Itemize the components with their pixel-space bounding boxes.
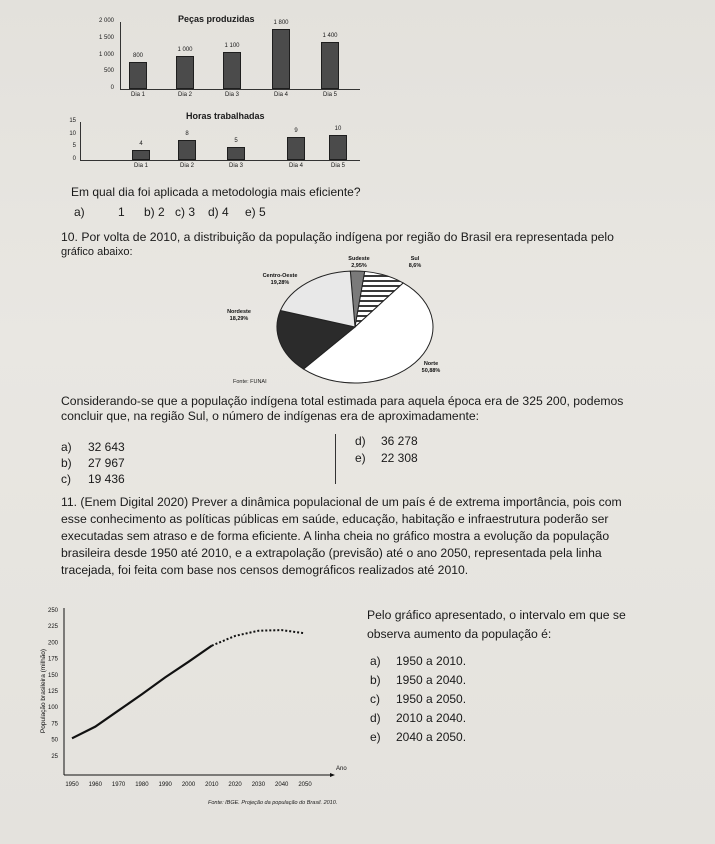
x-tick-label: 2020 (228, 782, 242, 788)
y-tick-label: 50 (51, 737, 58, 744)
y-axis (80, 122, 81, 160)
q11-prompt-line1: Pelo gráfico apresentado, o intervalo em que se (367, 608, 626, 622)
q10-option-a-value: 32 643 (88, 440, 125, 454)
bar-value-label: 1 800 (273, 19, 289, 26)
q9-option-c: c) 3 (175, 205, 196, 219)
q10-stem-line1: 10. Por volta de 2010, a distribuição da população indígena por região do Brasil era representada pelo (61, 230, 614, 244)
pie-label: Sul (410, 256, 420, 262)
bar-value-label: 8 (185, 130, 189, 137)
x-tick-label: Dia 5 (330, 163, 345, 169)
q9-option-a-value: 1 (118, 205, 125, 219)
x-tick-label: 2030 (251, 782, 266, 788)
y-tick-label: 1 500 (98, 34, 114, 41)
y-tick-label: 25 (51, 753, 58, 760)
q11-option-d-letter: d) (370, 711, 381, 725)
q10-option-c-letter: c) (61, 472, 71, 486)
pie-label: Sudeste (348, 256, 370, 262)
q11-option-c-letter: c) (370, 692, 380, 706)
y-tick-label: 2 000 (98, 18, 114, 24)
x-axis-label: Ano (336, 766, 347, 772)
bar-value-label: 4 (139, 140, 143, 147)
y-tick-label: 0 (110, 85, 114, 91)
q11-prompt-line2: observa aumento da população é: (367, 627, 552, 641)
x-axis (80, 160, 360, 161)
chart-horas-trabalhadas (0, 100, 380, 180)
y-tick-label: 15 (69, 118, 76, 124)
q9-option-e: e) 5 (245, 205, 266, 219)
x-tick-label: Dia 2 (177, 92, 192, 98)
population-line-solid (72, 646, 212, 739)
y-tick-label: 5 (72, 143, 76, 150)
q9-option-d: d) 4 (208, 205, 229, 219)
pie-label: Nordeste (227, 309, 251, 315)
bar-1 (129, 62, 147, 89)
bar-4 (287, 137, 305, 160)
q11-option-a-value: 1950 a 2010. (396, 654, 467, 668)
chart-title: Horas trabalhadas (186, 111, 265, 121)
bar-value-label: 9 (294, 128, 298, 135)
bar-value-label: 5 (234, 138, 238, 145)
q11-option-d-value: 2010 a 2040. (396, 711, 467, 725)
y-axis (120, 22, 121, 90)
bar-1 (132, 150, 150, 160)
q10-option-b-letter: b) (61, 456, 72, 470)
bar-5 (329, 135, 347, 160)
chart-title: Peças produzidas (178, 14, 255, 24)
bar-value-label: 10 (334, 125, 342, 132)
x-tick-label: 1990 (158, 782, 172, 788)
bar-3 (227, 147, 245, 160)
q9-question: Em qual dia foi aplicada a metodologia mais eficiente? (71, 185, 361, 199)
q11-option-e-value: 2040 a 2050. (396, 730, 467, 744)
q11-stem-line4: brasileira desde 1950 até 2010, e a extrapolação (previsão) até o ano 2050, representada pela linha (61, 546, 602, 560)
bar-value-label: 800 (132, 53, 143, 60)
x-tick-label: Dia 1 (133, 163, 148, 169)
x-tick-label: 2050 (298, 782, 312, 788)
pie-label: Centro-Oeste (262, 273, 298, 279)
y-axis-label: População brasileira (milhão) (40, 648, 47, 734)
q10-option-b-value: 27 967 (88, 456, 125, 470)
q10-option-d-value: 36 278 (381, 434, 418, 448)
y-tick-label: 150 (47, 672, 58, 679)
y-tick-label: 10 (69, 130, 76, 137)
pie-label: Norte (423, 361, 439, 367)
bar-value-label: 1 100 (224, 43, 240, 50)
bar-value-label: 1 400 (322, 33, 338, 40)
q9-option-a: a) (74, 205, 85, 219)
bar-value-label: 1 000 (177, 46, 193, 53)
x-tick-label: Dia 3 (228, 163, 243, 169)
options-divider (335, 434, 336, 484)
q11-stem-line5: tracejada, foi feita com base nos censos demográficos realizados até 2010. (61, 563, 469, 577)
x-axis (120, 89, 360, 90)
q11-stem-line1: 11. (Enem Digital 2020) Prever a dinâmica populacional de um país é de extrema importância, pois com (61, 495, 622, 509)
y-tick-label: 200 (47, 640, 58, 647)
pie-label: 19,28% (270, 280, 290, 286)
x-axis-arrow (330, 773, 335, 777)
x-tick-label: 2040 (275, 782, 289, 788)
y-tick-label: 0 (72, 156, 76, 162)
q11-stem-line3: executadas sem atraso e de forma eficiente. A linha cheia no gráfico mostra a evolução da população (61, 529, 610, 543)
bar-5 (321, 42, 339, 89)
q11-option-c-value: 1950 a 2050. (396, 692, 467, 706)
line-chart-source: Fonte: IBGE. Projeção da população do Brasil. 2010. (208, 800, 338, 806)
pie-chart-indigenous (225, 255, 465, 395)
bar-4 (272, 29, 290, 89)
q10-after-line1: Considerando-se que a população indígena total estimada para aquela época era de 325 200, podemos (61, 394, 624, 408)
x-tick-label: Dia 5 (322, 92, 337, 98)
y-tick-label: 250 (47, 608, 58, 614)
bar-2 (178, 140, 196, 160)
q10-option-a-letter: a) (61, 440, 72, 454)
q11-option-b-value: 1950 a 2040. (396, 673, 467, 687)
bar-2 (176, 56, 194, 90)
pie-label: 18,29% (229, 316, 249, 322)
x-tick-label: Dia 1 (130, 92, 145, 98)
q10-option-c-value: 19 436 (88, 472, 125, 486)
line-chart-population (30, 600, 350, 830)
q10-option-e-value: 22 308 (381, 451, 418, 465)
chart-pecas-produzidas (0, 0, 380, 110)
pie-label: 8,6% (408, 263, 422, 269)
x-tick-label: Dia 4 (288, 163, 303, 169)
population-line-projected (212, 630, 305, 646)
x-tick-label: 2000 (181, 782, 196, 788)
q11-stem-line2: esse conhecimento as políticas públicas em saúde, educação, habitação e infraestrutura poderão ser (61, 512, 609, 526)
pie-source: Fonte: FUNAI (233, 379, 267, 385)
y-tick-label: 75 (51, 721, 58, 728)
q9-option-b: b) 2 (144, 205, 165, 219)
x-tick-label: Dia 3 (224, 92, 239, 98)
y-tick-label: 225 (47, 624, 58, 631)
x-tick-label: 1970 (111, 782, 126, 788)
q10-after-line2: concluir que, na região Sul, o número de indígenas era de aproximadamente: (61, 409, 480, 423)
bar-3 (223, 52, 241, 89)
pie-label: 50,88% (421, 368, 441, 374)
q10-option-d-letter: d) (355, 434, 366, 448)
pie-label: 2,95% (351, 263, 367, 269)
x-tick-label: 2010 (205, 782, 219, 788)
x-tick-label: Dia 2 (179, 163, 194, 169)
x-tick-label: 1960 (88, 782, 102, 788)
q11-option-b-letter: b) (370, 673, 381, 687)
q10-stem-line2: gráfico abaixo: (61, 246, 133, 258)
y-tick-label: 500 (103, 68, 114, 75)
x-tick-label: Dia 4 (273, 92, 288, 98)
q10-option-e-letter: e) (355, 451, 366, 465)
q11-option-e-letter: e) (370, 730, 381, 744)
y-tick-label: 1 000 (98, 51, 114, 58)
y-tick-label: 100 (47, 705, 58, 712)
x-tick-label: 1980 (135, 782, 149, 788)
q11-option-a-letter: a) (370, 654, 381, 668)
y-tick-label: 125 (47, 689, 58, 695)
x-tick-label: 1950 (65, 782, 79, 788)
y-tick-label: 175 (47, 656, 58, 663)
